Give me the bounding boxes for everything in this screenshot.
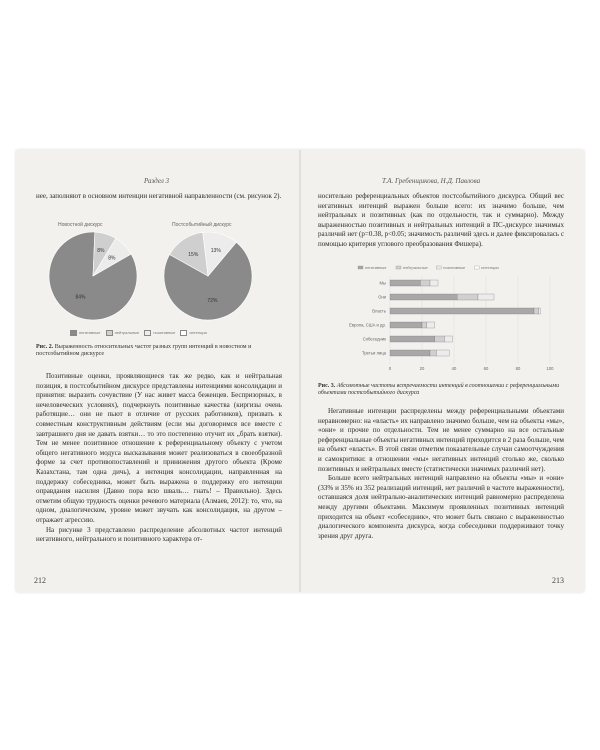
legend-neutral: нейтральные bbox=[114, 330, 140, 336]
pie-slice-label-позитивные: 13% bbox=[210, 247, 221, 254]
bar-4-нейтральные bbox=[435, 336, 445, 342]
bar-legend-swatch-негативные bbox=[358, 266, 363, 269]
bar-1-негативные bbox=[390, 294, 457, 300]
right-top-paragraph: носительно референциальных объектов постсобытийного дискурса. Общий вес негативных интенций выражен больше всего: их значимо больше, чем нейтральных и позитивных (как по отдельности, так и суммарно). Между выраженностью позитивных и нейтральных интенций в ПС-дискурсе значимых различий нет (p=0.38, p<0.05; значимость различий здесь и далее фиксировалась с помощью критерия углового преобразования Фишера). bbox=[318, 192, 564, 248]
bar-4-негативные bbox=[390, 336, 435, 342]
figure-2-pie-charts bbox=[38, 216, 282, 328]
right-top-text bbox=[318, 192, 564, 250]
category-label-3: Европа, США и др. bbox=[349, 322, 386, 328]
pie-slice-label-нейтральные: 8% bbox=[97, 247, 105, 254]
left-body-paragraph-1: Позитивные оценки, проявляющиеся так же редко, как и нейтральная позиция, в постсобытийном дискурсе представлены интенциями консолидации и принятия: выразить сочувствие (У нас живет масса беженцев. Беспризорных, в нечеловеческих условиях), подчеркнуть позитивные качества (киргизы очень работящие… они не пьют в отличие от русских работников), призвать к совместным конструктивным действиям (если мы договоримся все вместе с завтрашнего дня не давать взятки… то это постепенно отучит их „брать взятки). Тем не менее позитивное отношение к референциальному объекту с учетом общего негативного модуса высказывания может реализоваться в своеобразной форме за счет противопоставлений и принижения другого объекта (Кроме Казахстана, там одна дичь), а интенция консолидации, направленная на поддержку собеседника, может быть выражена в поддержку его интенции оправдания насилия (Давно пора всю шваль… гнать! – Правильно). Здесь отметим общую трудность оценки речевого материала (Алмаев, 2012): то, что, на одном, диалогическом, уровне может звучать как консолидация, на другом – отражает агрессию. bbox=[36, 372, 282, 524]
figure2-legend bbox=[66, 330, 207, 336]
bar-legend-label-негативные: негативные bbox=[365, 265, 387, 270]
page-number-right: 213 bbox=[552, 576, 564, 585]
pie2-title: Постсобытийный дискурс bbox=[172, 222, 232, 228]
legend-positive: позитивные bbox=[153, 330, 176, 336]
bar-legend-label-нейтральные: нейтральные bbox=[403, 265, 428, 270]
running-head-right: Т.А. Гребенщикова, Н.Д. Павлова bbox=[382, 177, 481, 185]
left-body-text bbox=[36, 372, 282, 545]
tick-label-100: 100 bbox=[546, 366, 554, 371]
figure3-caption bbox=[318, 383, 564, 398]
pie1-title: Новостной дискурс bbox=[58, 222, 103, 228]
legend-swatch-neutral bbox=[106, 330, 113, 336]
bar-0-нейтральные bbox=[420, 280, 430, 286]
bar-2-нейтральные bbox=[534, 308, 539, 314]
legend-swatch-intentions bbox=[180, 330, 187, 336]
bar-2-позитивные bbox=[539, 308, 541, 314]
pie-slice-label-негативные: 72% bbox=[207, 297, 218, 304]
bar-4-позитивные bbox=[444, 336, 452, 342]
figure-3-bar-chart bbox=[318, 262, 568, 380]
bar-3-нейтральные bbox=[422, 322, 427, 328]
right-body-paragraph-2: Больше всего нейтральных интенций направлено на объекты «мы» и «они» (33% и 35% из 352 реализаций интенций, нет различий в частоте выраженности), оставшаяся доля нейтрально-аналитических интенций равномерно распределена между другими объектами. Максимум проявленных позитивных интенций приходится на объект «собеседник», что может быть связано с выраженностью диалогического компонента дискурса, когда собеседники поддерживают точку зрения друг друга. bbox=[318, 474, 564, 540]
legend-negative: негативные bbox=[79, 330, 101, 336]
figure3-legend bbox=[358, 265, 499, 270]
left-body-paragraph-2: На рисунке 3 представлено распределение абсолютных частот интенций негативного, нейтрального и позитивного характера от- bbox=[36, 525, 282, 544]
bar-5-негативные bbox=[390, 350, 430, 356]
bar-legend-label-позитивные: позитивные bbox=[443, 265, 466, 270]
tick-label-60: 60 bbox=[483, 366, 489, 371]
category-label-0: Мы bbox=[379, 280, 386, 286]
tick-label-20: 20 bbox=[419, 366, 425, 371]
right-body-paragraph-1: Негативные интенции распределены между референциальными объектами неравномерно: на «власть» их направлено значимо больше, чем на объекты «мы», «они» и прочие по отдельности. Тем не менее суммарно на все остальные референциальные объекты негативных интенций приходится в 2 раза больше, чем на объект «власть». В этой связи отметим показательные случаи самоотчуждения и самокритики: в отношении «мы» негативных интенций столько же, сколько позитивных и нейтральных вместе (статистически значимых различий нет). bbox=[318, 407, 564, 473]
figure3-category-labels bbox=[349, 281, 387, 356]
bar-3-негативные bbox=[390, 322, 422, 328]
figure2-caption-label: Рис. 2. bbox=[36, 344, 54, 350]
pie-slice-label-нейтральные: 15% bbox=[188, 252, 199, 259]
left-top-paragraph: нее, заполняют в основном интенции негативной направленности (см. рисунок 2). bbox=[36, 192, 282, 200]
bar-5-позитивные bbox=[436, 350, 449, 356]
bar-0-позитивные bbox=[430, 280, 438, 286]
right-body-text bbox=[318, 407, 564, 541]
legend-swatch-positive bbox=[144, 330, 151, 336]
left-page bbox=[16, 150, 300, 592]
pie-slice-label-негативные: 84% bbox=[75, 294, 86, 301]
bar-1-позитивные bbox=[478, 294, 494, 300]
tick-label-40: 40 bbox=[451, 366, 457, 371]
bar-legend-label-интенции: интенции bbox=[481, 265, 499, 270]
category-label-1: Они bbox=[378, 294, 386, 300]
figure2-caption-text: Выраженность относительных частот разных групп интенций в новостном и постсобытийном дискурсе bbox=[36, 344, 252, 358]
book-spread bbox=[16, 150, 584, 592]
figure2-caption bbox=[36, 344, 282, 359]
left-top-text bbox=[36, 192, 282, 202]
legend-swatch-negative bbox=[70, 330, 77, 336]
figure3-caption-text: Абсолютные частоты встречаемости интенций в соотношении с референциальными объектами постсобытийного дискурса bbox=[318, 383, 560, 397]
page-number-left: 212 bbox=[34, 576, 46, 585]
bar-5-нейтральные bbox=[430, 350, 436, 356]
running-head-left: Раздел 3 bbox=[144, 177, 170, 185]
category-label-5: Третьи лица bbox=[362, 350, 386, 356]
tick-label-80: 80 bbox=[515, 366, 521, 371]
bar-0-негативные bbox=[390, 280, 420, 286]
figure3-caption-label: Рис. 3. bbox=[318, 383, 336, 389]
bar-3-позитивные bbox=[427, 322, 435, 328]
bar-2-негативные bbox=[390, 308, 534, 314]
bar-legend-swatch-нейтральные bbox=[396, 266, 401, 269]
category-label-2: Власть bbox=[372, 308, 386, 314]
right-page bbox=[300, 150, 584, 592]
pie-news-discourse bbox=[49, 232, 137, 320]
bar-1-нейтральные bbox=[457, 294, 478, 300]
bar-legend-swatch-интенции bbox=[474, 266, 479, 269]
legend-intentions: интенции bbox=[189, 330, 207, 336]
category-label-4: Собеседник bbox=[362, 336, 386, 342]
figure3-tick-labels bbox=[389, 366, 554, 371]
tick-label-0: 0 bbox=[388, 366, 392, 371]
bar-legend-swatch-позитивные bbox=[436, 266, 441, 269]
pie-slice-label-позитивные: 8% bbox=[108, 255, 116, 262]
pie-post-event-discourse bbox=[164, 232, 252, 320]
